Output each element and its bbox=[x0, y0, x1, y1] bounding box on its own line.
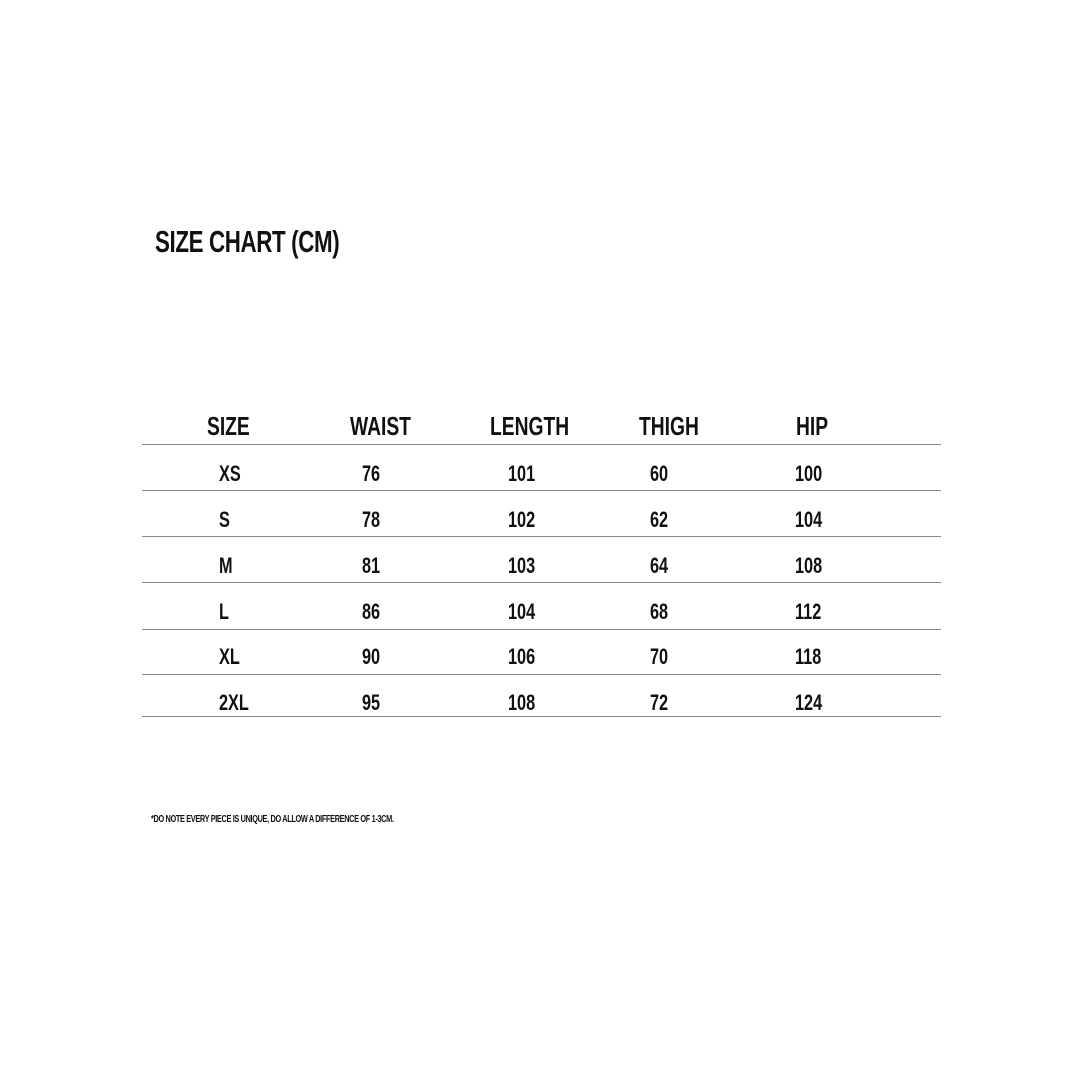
cell-waist: 86 bbox=[362, 599, 381, 624]
cell-size: S bbox=[219, 507, 230, 532]
size-chart-table bbox=[142, 405, 941, 717]
cell-length: 101 bbox=[508, 461, 536, 486]
cell-size: M bbox=[219, 553, 233, 578]
cell-waist: 78 bbox=[362, 507, 381, 532]
cell-size: 2XL bbox=[219, 690, 249, 715]
cell-waist: 81 bbox=[362, 553, 381, 578]
header-hip: HIP bbox=[796, 411, 829, 441]
cell-waist: 95 bbox=[362, 690, 381, 715]
cell-length: 103 bbox=[508, 553, 536, 578]
cell-thigh: 62 bbox=[650, 507, 669, 532]
cell-thigh: 70 bbox=[650, 644, 669, 669]
cell-hip: 118 bbox=[795, 644, 822, 669]
cell-hip: 100 bbox=[795, 461, 823, 486]
table-row bbox=[142, 630, 941, 675]
cell-size: L bbox=[219, 599, 229, 624]
cell-waist: 90 bbox=[362, 644, 381, 669]
cell-length: 108 bbox=[508, 690, 536, 715]
table-row bbox=[142, 491, 941, 537]
table-row bbox=[142, 537, 941, 583]
cell-waist: 76 bbox=[362, 461, 381, 486]
cell-hip: 112 bbox=[795, 599, 822, 624]
cell-hip: 124 bbox=[795, 690, 823, 715]
header-length: LENGTH bbox=[490, 411, 570, 441]
table-header-row bbox=[142, 405, 941, 445]
cell-thigh: 68 bbox=[650, 599, 669, 624]
cell-length: 106 bbox=[508, 644, 536, 669]
cell-hip: 108 bbox=[795, 553, 823, 578]
table-row bbox=[142, 445, 941, 491]
header-waist: WAIST bbox=[350, 411, 411, 441]
cell-size: XL bbox=[219, 644, 240, 669]
cell-length: 102 bbox=[508, 507, 536, 532]
page-title: SIZE CHART (CM) bbox=[155, 224, 340, 259]
table-row bbox=[142, 583, 941, 630]
header-thigh: THIGH bbox=[639, 411, 699, 441]
cell-length: 104 bbox=[508, 599, 536, 624]
table-row bbox=[142, 675, 941, 717]
cell-thigh: 60 bbox=[650, 461, 669, 486]
header-size: SIZE bbox=[207, 411, 250, 441]
cell-hip: 104 bbox=[795, 507, 823, 532]
cell-thigh: 72 bbox=[650, 690, 669, 715]
cell-thigh: 64 bbox=[650, 553, 669, 578]
cell-size: XS bbox=[219, 461, 241, 486]
footnote: *DO NOTE EVERY PIECE IS UNIQUE, DO ALLOW A DIFFERENCE OF 1-3CM. bbox=[151, 813, 394, 825]
